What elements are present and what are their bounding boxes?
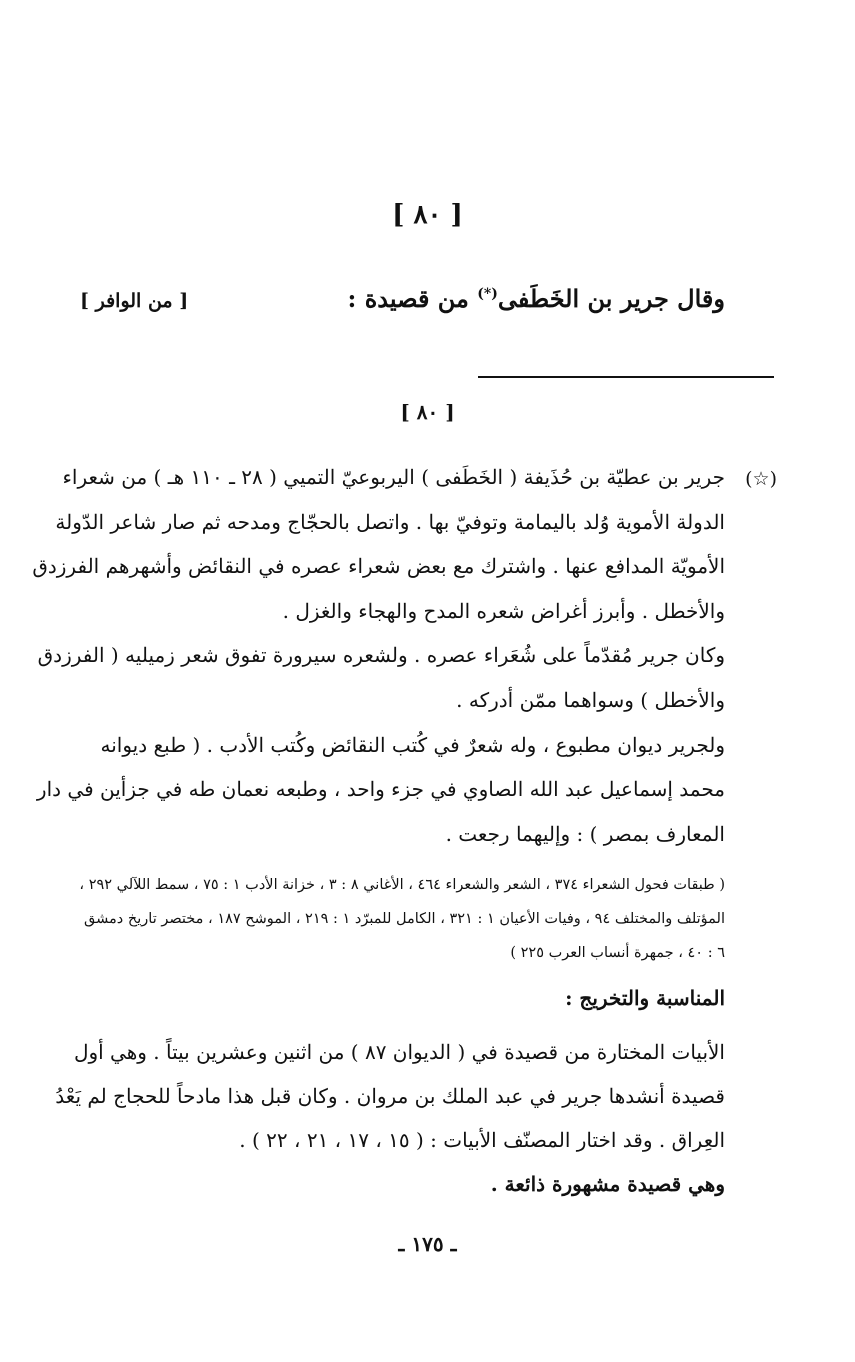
sources-line: ( طبقات فحول الشعراء ٣٧٤ ، الشعر والشعراء ٤٦٤ ، الأغاني ٨ : ٣ ، خزانة الأدب ١ : ٧٥ ، سمط اللآلي ٢٩٢ ، — [79, 877, 725, 893]
intro-text-after: من قصيدة : — [347, 284, 469, 313]
poem-number: [ ٨٠ ] — [392, 200, 463, 230]
footnote-divider — [478, 376, 774, 378]
bio-line: وكان جرير مُقدّماً على شُعَراء عصره . ولشعره سيرورة تفوق شعر زميليه ( الفرزدق — [37, 643, 725, 668]
bio-line: والأخطل ) وسواهما ممّن أدركه . — [456, 687, 725, 712]
sources-block — [80, 868, 725, 970]
occasion-line: العِراق . وقد اختار المصنّف الأبيات : ( ١٥ ، ١٧ ، ٢١ ، ٢٢ ) . — [239, 1128, 725, 1152]
biography-block — [32, 455, 725, 856]
bio-line: الأمويّة المدافع عنها . واشترك مع بعض شعراء عصره في النقائض وأشهرهم الفرزدق — [32, 554, 725, 579]
bio-line: محمد إسماعيل عبد الله الصاوي في جزء واحد ، وطبعه نعمان طه في جزأين في دار — [36, 777, 725, 802]
bio-line: والأخطل . وأبرز أغراض شعره المدح والهجاء والغزل . — [282, 598, 725, 623]
occasion-line: الأبيات المختارة من قصيدة في ( الديوان ٨٧ ) من اثنين وعشرين بيتاً . وهي أول — [73, 1040, 725, 1064]
occasion-block — [55, 1030, 725, 1206]
page-number: ـ ١٧٥ ـ — [398, 1232, 457, 1256]
poem-intro — [348, 284, 725, 313]
sources-line: ٦ : ٤٠ ، جمهرة أنساب العرب ٢٢٥ ) — [510, 945, 725, 961]
bio-line: الدولة الأموية وُلد باليمامة وتوفيّ بها . واتصل بالحجّاج ومدحه ثم صار شاعر الدّولة — [55, 509, 725, 534]
section-heading: المناسبة والتخريج : — [565, 986, 725, 1010]
sources-line: المؤتلف والمختلف ٩٤ ، وفيات الأعيان ١ : ٣٢١ ، الكامل للمبرّد ١ : ٢١٩ ، الموشح ١٨٧ ، مختصر تاريخ دمشق — [84, 911, 725, 927]
occasion-line: قصيدة أنشدها جرير في عبد الملك بن مروان . وكان قبل هذا مادحاً للحجاج لم يَعْدُ — [55, 1084, 725, 1108]
bio-line: جرير بن عطيّة بن حُذَيفة ( الخَطَفى ) اليربوعيّ التميي ( ٢٨ ـ ١١٠ هـ ) من شعراء — [62, 465, 725, 489]
meter-label: [ من الوافر ] — [80, 290, 189, 312]
footnote-star-marker: (☆) — [745, 468, 777, 490]
bio-line: ولجرير ديوان مطبوع ، وله شعرٌ في كُتب النقائض وكُتب الأدب . ( طبع ديوانه — [100, 732, 725, 757]
footnote-marker: (*) — [477, 286, 498, 302]
intro-text: وقال جرير بن الخَطَفى — [497, 284, 725, 313]
notes-number: [ ٨٠ ] — [400, 400, 455, 424]
occasion-line: وهي قصيدة مشهورة ذائعة . — [490, 1172, 725, 1196]
bio-line: المعارف بمصر ) : وإليهما رجعت . — [445, 821, 725, 846]
